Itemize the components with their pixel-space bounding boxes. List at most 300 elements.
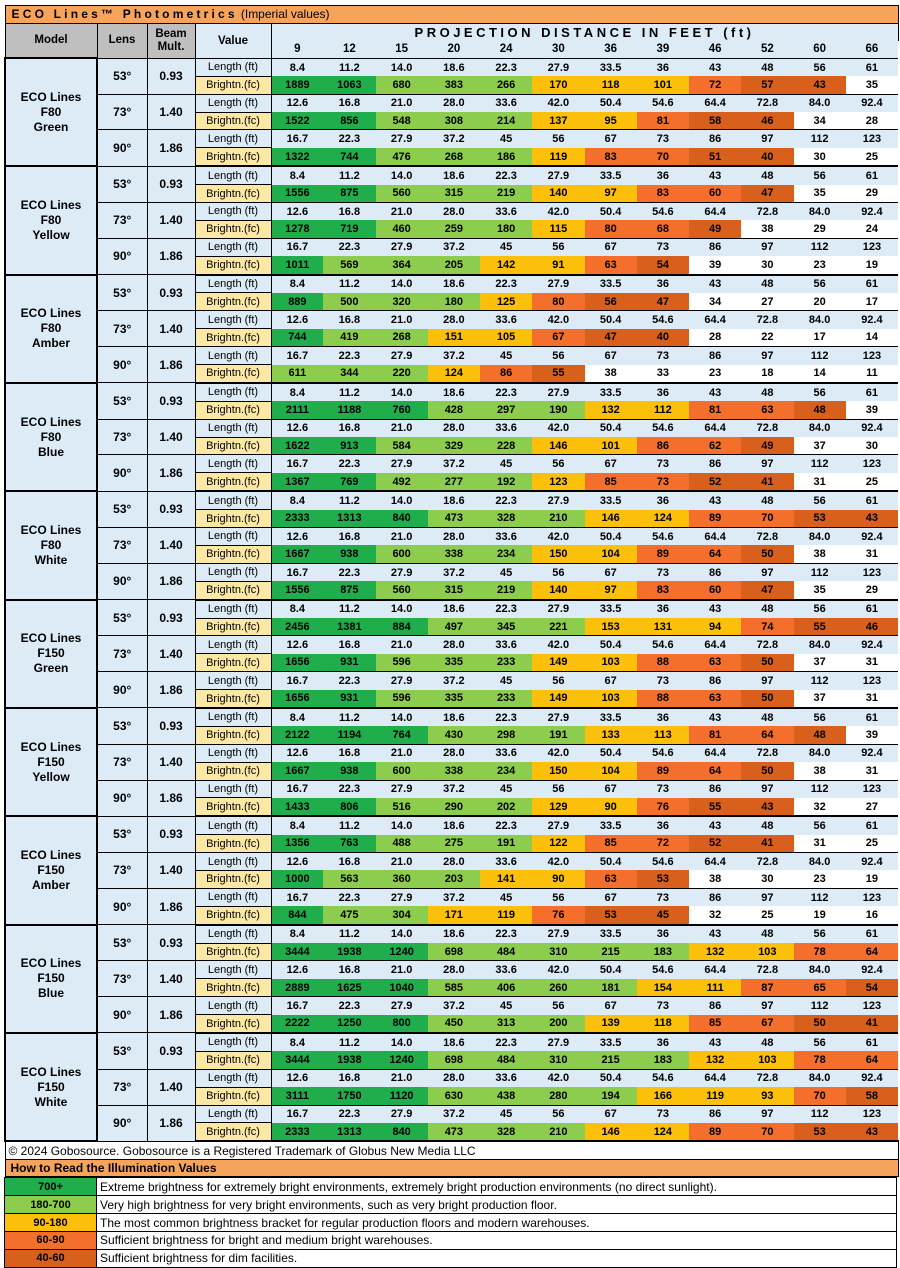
length-value-cell: 86 (689, 455, 741, 473)
length-value-cell: 27.9 (376, 672, 428, 690)
length-value-cell: 22.3 (480, 58, 532, 76)
table-row-length (5, 528, 898, 546)
brightness-value-cell: 33 (637, 365, 689, 383)
brightness-value-cell: 150 (532, 545, 584, 563)
brightness-value-cell: 68 (637, 220, 689, 238)
length-label: Length (ft) (195, 491, 271, 509)
brightness-value-cell: 1522 (271, 112, 323, 130)
brightness-value-cell: 1750 (323, 1087, 375, 1105)
brightness-value-cell: 475 (323, 906, 375, 924)
brightness-value-cell: 150 (532, 762, 584, 780)
brightness-value-cell: 1011 (271, 256, 323, 274)
length-value-cell: 48 (741, 708, 793, 726)
brightness-value-cell: 215 (585, 1051, 637, 1069)
length-value-cell: 22.3 (480, 491, 532, 509)
lens-angle-cell: 53° (97, 58, 147, 94)
length-value-cell: 33.6 (480, 1069, 532, 1087)
brightness-value-cell: 86 (480, 365, 532, 383)
length-value-cell: 50.4 (585, 419, 637, 437)
length-value-cell: 48 (741, 491, 793, 509)
brightness-value-cell: 345 (480, 618, 532, 636)
length-value-cell: 8.4 (271, 708, 323, 726)
length-value-cell: 67 (585, 238, 637, 256)
brightness-value-cell: 234 (480, 762, 532, 780)
model-name-cell (5, 925, 97, 1033)
brightness-value-cell: 27 (846, 798, 898, 816)
brightness-label: Brightn.(fc) (195, 762, 271, 780)
brightness-value-cell: 37 (794, 690, 846, 708)
brightness-label: Brightn.(fc) (195, 1051, 271, 1069)
length-value-cell: 12.6 (271, 528, 323, 546)
length-value-cell: 72.8 (741, 961, 793, 979)
brightness-value-cell: 47 (585, 329, 637, 347)
length-value-cell: 14.0 (376, 600, 428, 618)
length-value-cell: 28.0 (428, 1069, 480, 1087)
brightness-value-cell: 190 (532, 401, 584, 419)
brightness-value-cell: 85 (689, 1015, 741, 1033)
brightness-value-cell: 125 (480, 293, 532, 311)
brightness-value-cell: 180 (480, 220, 532, 238)
length-value-cell: 43 (689, 383, 741, 401)
model-name-line: ECO Lines (20, 956, 82, 971)
brightness-value-cell: 1313 (323, 1123, 375, 1141)
distance-header-cell: 15 (376, 41, 428, 58)
length-value-cell: 86 (689, 888, 741, 906)
length-value-cell: 16.8 (323, 636, 375, 654)
length-value-cell: 18.6 (428, 275, 480, 293)
brightness-value-cell: 183 (637, 1051, 689, 1069)
brightness-value-cell: 884 (376, 618, 428, 636)
brightness-value-cell: 14 (794, 365, 846, 383)
length-value-cell: 37.2 (428, 238, 480, 256)
length-value-cell: 42.0 (532, 94, 584, 112)
page-subtitle: (Imperial values) (240, 7, 330, 21)
length-value-cell: 43 (689, 708, 741, 726)
beam-multiplier-cell: 1.86 (147, 130, 195, 166)
brightness-value-cell: 310 (532, 1051, 584, 1069)
length-value-cell: 16.7 (271, 455, 323, 473)
length-value-cell: 56 (794, 708, 846, 726)
brightness-value-cell: 800 (376, 1015, 428, 1033)
length-value-cell: 84.0 (794, 1069, 846, 1087)
brightness-label: Brightn.(fc) (195, 148, 271, 166)
length-value-cell: 92.4 (846, 853, 898, 871)
brightness-value-cell: 2456 (271, 618, 323, 636)
beam-multiplier-cell: 1.86 (147, 455, 195, 491)
brightness-value-cell: 55 (689, 798, 741, 816)
table-row-length (5, 347, 898, 365)
brightness-value-cell: 275 (428, 835, 480, 853)
model-name-cell (5, 816, 97, 924)
brightness-value-cell: 497 (428, 618, 480, 636)
length-value-cell: 45 (480, 455, 532, 473)
legend-row (5, 1214, 897, 1232)
brightness-value-cell: 58 (846, 1087, 898, 1105)
length-value-cell: 84.0 (794, 853, 846, 871)
length-value-cell: 28.0 (428, 961, 480, 979)
length-value-cell: 42.0 (532, 203, 584, 221)
length-value-cell: 27.9 (532, 600, 584, 618)
length-value-cell: 16.7 (271, 1105, 323, 1123)
length-value-cell: 56 (794, 491, 846, 509)
table-row-length (5, 94, 898, 112)
brightness-value-cell: 89 (689, 510, 741, 528)
brightness-value-cell: 1938 (323, 1051, 375, 1069)
brightness-label: Brightn.(fc) (195, 256, 271, 274)
length-value-cell: 18.6 (428, 816, 480, 834)
length-value-cell: 16.7 (271, 130, 323, 148)
brightness-value-cell: 840 (376, 510, 428, 528)
brightness-value-cell: 840 (376, 1123, 428, 1141)
length-label: Length (ft) (195, 600, 271, 618)
length-value-cell: 86 (689, 1105, 741, 1123)
brightness-value-cell: 141 (480, 870, 532, 888)
length-value-cell: 14.0 (376, 708, 428, 726)
model-name-cell (5, 1033, 97, 1141)
model-name-line: ECO Lines (20, 1064, 82, 1079)
legend-row (5, 1232, 897, 1250)
length-value-cell: 97 (741, 997, 793, 1015)
model-name-line: Yellow (32, 769, 70, 784)
length-value-cell: 64.4 (689, 94, 741, 112)
legend-key: 60-90 (5, 1232, 97, 1250)
beam-multiplier-cell: 1.40 (147, 94, 195, 130)
brightness-value-cell: 52 (689, 473, 741, 491)
lens-angle-cell: 90° (97, 347, 147, 383)
length-value-cell: 73 (637, 455, 689, 473)
length-value-cell: 14.0 (376, 491, 428, 509)
length-value-cell: 33.6 (480, 853, 532, 871)
brightness-value-cell: 29 (794, 220, 846, 238)
length-label: Length (ft) (195, 888, 271, 906)
brightness-value-cell: 931 (323, 690, 375, 708)
length-value-cell: 33.6 (480, 419, 532, 437)
beam-multiplier-cell: 1.86 (147, 238, 195, 274)
length-value-cell: 27.9 (376, 238, 428, 256)
length-value-cell: 112 (794, 130, 846, 148)
beam-multiplier-cell: 1.40 (147, 311, 195, 347)
length-value-cell: 92.4 (846, 94, 898, 112)
table-row-length (5, 1033, 898, 1051)
brightness-value-cell: 55 (532, 365, 584, 383)
brightness-value-cell: 191 (532, 726, 584, 744)
model-name-cell (5, 166, 97, 274)
length-value-cell: 36 (637, 166, 689, 184)
brightness-value-cell: 428 (428, 401, 480, 419)
brightness-label: Brightn.(fc) (195, 510, 271, 528)
brightness-value-cell: 115 (532, 220, 584, 238)
brightness-value-cell: 53 (794, 1123, 846, 1141)
length-value-cell: 27.9 (376, 130, 428, 148)
beam-multiplier-cell: 1.86 (147, 672, 195, 708)
length-value-cell: 36 (637, 925, 689, 943)
brightness-value-cell: 1667 (271, 545, 323, 563)
brightness-value-cell: 103 (741, 943, 793, 961)
model-name-line: Amber (31, 877, 70, 892)
length-value-cell: 84.0 (794, 419, 846, 437)
length-value-cell: 33.5 (585, 275, 637, 293)
length-value-cell: 43 (689, 600, 741, 618)
length-value-cell: 33.5 (585, 383, 637, 401)
brightness-value-cell: 3111 (271, 1087, 323, 1105)
brightness-value-cell: 118 (637, 1015, 689, 1033)
length-value-cell: 56 (532, 238, 584, 256)
legend-key: 700+ (5, 1178, 97, 1196)
length-value-cell: 28.0 (428, 744, 480, 762)
brightness-value-cell: 64 (846, 943, 898, 961)
brightness-value-cell: 563 (323, 870, 375, 888)
length-value-cell: 112 (794, 455, 846, 473)
length-value-cell: 50.4 (585, 94, 637, 112)
brightness-value-cell: 57 (741, 76, 793, 94)
length-value-cell: 50.4 (585, 853, 637, 871)
table-row-length (5, 961, 898, 979)
length-value-cell: 16.8 (323, 744, 375, 762)
length-value-cell: 61 (846, 491, 898, 509)
legend-title: How to Read the Illumination Values (5, 1160, 898, 1177)
brightness-value-cell: 219 (480, 185, 532, 203)
length-value-cell: 61 (846, 1033, 898, 1051)
length-value-cell: 43 (689, 166, 741, 184)
brightness-value-cell: 1322 (271, 148, 323, 166)
brightness-value-cell: 25 (846, 473, 898, 491)
brightness-value-cell: 23 (794, 256, 846, 274)
brightness-value-cell: 335 (428, 690, 480, 708)
length-value-cell: 33.6 (480, 528, 532, 546)
brightness-value-cell: 328 (480, 510, 532, 528)
length-value-cell: 54.6 (637, 961, 689, 979)
length-value-cell: 42.0 (532, 853, 584, 871)
brightness-value-cell: 63 (689, 690, 741, 708)
length-value-cell: 112 (794, 997, 846, 1015)
legend-key: 40-60 (5, 1249, 97, 1267)
length-value-cell: 11.2 (323, 925, 375, 943)
brightness-value-cell: 1556 (271, 185, 323, 203)
length-value-cell: 56 (532, 563, 584, 581)
model-name-line: ECO Lines (20, 847, 82, 862)
brightness-value-cell: 111 (689, 979, 741, 997)
brightness-value-cell: 315 (428, 581, 480, 599)
brightness-value-cell: 31 (794, 473, 846, 491)
brightness-value-cell: 23 (794, 870, 846, 888)
length-value-cell: 16.7 (271, 780, 323, 798)
model-name-line: Blue (37, 444, 64, 459)
brightness-value-cell: 221 (532, 618, 584, 636)
brightness-value-cell: 290 (428, 798, 480, 816)
brightness-label: Brightn.(fc) (195, 1123, 271, 1141)
brightness-value-cell: 154 (637, 979, 689, 997)
length-value-cell: 92.4 (846, 419, 898, 437)
length-value-cell: 14.0 (376, 166, 428, 184)
length-value-cell: 18.6 (428, 925, 480, 943)
length-value-cell: 61 (846, 166, 898, 184)
brightness-value-cell: 37 (794, 654, 846, 672)
length-value-cell: 97 (741, 1105, 793, 1123)
distance-header-cell: 20 (428, 41, 480, 58)
length-value-cell: 8.4 (271, 1033, 323, 1051)
brightness-value-cell: 94 (689, 618, 741, 636)
brightness-value-cell: 54 (846, 979, 898, 997)
length-value-cell: 73 (637, 780, 689, 798)
brightness-value-cell: 16 (846, 906, 898, 924)
table-row-length (5, 672, 898, 690)
length-value-cell: 11.2 (323, 58, 375, 76)
brightness-value-cell: 304 (376, 906, 428, 924)
beam-multiplier-cell: 1.40 (147, 853, 195, 889)
brightness-value-cell: 584 (376, 437, 428, 455)
beam-multiplier-cell: 0.93 (147, 1033, 195, 1069)
brightness-value-cell: 2111 (271, 401, 323, 419)
brightness-value-cell: 191 (480, 835, 532, 853)
lens-angle-cell: 73° (97, 311, 147, 347)
brightness-value-cell: 680 (376, 76, 428, 94)
model-name-line: Blue (37, 986, 64, 1001)
brightness-value-cell: 171 (428, 906, 480, 924)
header-value: Value (195, 24, 271, 59)
brightness-value-cell: 719 (323, 220, 375, 238)
brightness-value-cell: 856 (323, 112, 375, 130)
brightness-value-cell: 297 (480, 401, 532, 419)
brightness-label: Brightn.(fc) (195, 690, 271, 708)
brightness-value-cell: 70 (741, 1123, 793, 1141)
legend-key: 180-700 (5, 1196, 97, 1214)
brightness-value-cell: 1063 (323, 76, 375, 94)
length-value-cell: 33.6 (480, 94, 532, 112)
legend-row (5, 1249, 897, 1267)
length-value-cell: 92.4 (846, 311, 898, 329)
length-value-cell: 22.3 (323, 563, 375, 581)
length-value-cell: 37.2 (428, 455, 480, 473)
length-value-cell: 73 (637, 563, 689, 581)
brightness-value-cell: 1313 (323, 510, 375, 528)
brightness-value-cell: 122 (532, 835, 584, 853)
length-value-cell: 45 (480, 563, 532, 581)
lens-angle-cell: 90° (97, 672, 147, 708)
brightness-label: Brightn.(fc) (195, 906, 271, 924)
length-value-cell: 45 (480, 780, 532, 798)
beam-multiplier-cell: 1.40 (147, 419, 195, 455)
brightness-value-cell: 1889 (271, 76, 323, 94)
length-value-cell: 73 (637, 130, 689, 148)
length-value-cell: 12.6 (271, 419, 323, 437)
length-value-cell: 54.6 (637, 94, 689, 112)
brightness-value-cell: 806 (323, 798, 375, 816)
length-value-cell: 27.9 (532, 383, 584, 401)
length-value-cell: 8.4 (271, 816, 323, 834)
brightness-value-cell: 49 (741, 437, 793, 455)
length-value-cell: 8.4 (271, 600, 323, 618)
brightness-value-cell: 194 (585, 1087, 637, 1105)
brightness-value-cell: 67 (741, 1015, 793, 1033)
length-value-cell: 67 (585, 997, 637, 1015)
brightness-value-cell: 27 (741, 293, 793, 311)
length-value-cell: 27.9 (532, 275, 584, 293)
length-value-cell: 97 (741, 888, 793, 906)
brightness-value-cell: 596 (376, 690, 428, 708)
brightness-value-cell: 74 (741, 618, 793, 636)
brightness-label: Brightn.(fc) (195, 726, 271, 744)
length-value-cell: 54.6 (637, 636, 689, 654)
brightness-value-cell: 101 (637, 76, 689, 94)
header-beam: Beam Mult. (147, 24, 195, 59)
length-value-cell: 72.8 (741, 419, 793, 437)
length-value-cell: 21.0 (376, 636, 428, 654)
brightness-value-cell: 344 (323, 365, 375, 383)
lens-angle-cell: 73° (97, 744, 147, 780)
brightness-value-cell: 931 (323, 654, 375, 672)
length-value-cell: 8.4 (271, 383, 323, 401)
length-value-cell: 11.2 (323, 383, 375, 401)
brightness-label: Brightn.(fc) (195, 654, 271, 672)
length-value-cell: 64.4 (689, 1069, 741, 1087)
brightness-value-cell: 38 (689, 870, 741, 888)
length-value-cell: 22.3 (323, 780, 375, 798)
beam-multiplier-cell: 0.93 (147, 275, 195, 311)
length-value-cell: 112 (794, 888, 846, 906)
brightness-value-cell: 46 (741, 112, 793, 130)
length-value-cell: 8.4 (271, 166, 323, 184)
beam-multiplier-cell: 1.40 (147, 636, 195, 672)
length-value-cell: 45 (480, 347, 532, 365)
length-value-cell: 48 (741, 600, 793, 618)
length-value-cell: 48 (741, 383, 793, 401)
beam-multiplier-cell: 1.86 (147, 780, 195, 816)
lens-angle-cell: 53° (97, 925, 147, 961)
length-label: Length (ft) (195, 58, 271, 76)
length-value-cell: 84.0 (794, 311, 846, 329)
brightness-value-cell: 233 (480, 654, 532, 672)
brightness-value-cell: 277 (428, 473, 480, 491)
brightness-label: Brightn.(fc) (195, 943, 271, 961)
brightness-value-cell: 266 (480, 76, 532, 94)
brightness-value-cell: 28 (846, 112, 898, 130)
brightness-value-cell: 43 (846, 1123, 898, 1141)
length-value-cell: 37.2 (428, 1105, 480, 1123)
length-value-cell: 64.4 (689, 311, 741, 329)
brightness-value-cell: 50 (741, 545, 793, 563)
brightness-value-cell: 93 (741, 1087, 793, 1105)
length-value-cell: 86 (689, 130, 741, 148)
brightness-value-cell: 65 (794, 979, 846, 997)
brightness-value-cell: 20 (794, 293, 846, 311)
brightness-value-cell: 17 (794, 329, 846, 347)
brightness-value-cell: 183 (637, 943, 689, 961)
brightness-value-cell: 124 (637, 510, 689, 528)
length-value-cell: 27.9 (376, 997, 428, 1015)
model-name-cell (5, 383, 97, 491)
length-value-cell: 84.0 (794, 94, 846, 112)
brightness-value-cell: 596 (376, 654, 428, 672)
length-value-cell: 56 (794, 816, 846, 834)
length-value-cell: 16.7 (271, 563, 323, 581)
length-value-cell: 22.3 (480, 383, 532, 401)
length-value-cell: 48 (741, 816, 793, 834)
brightness-value-cell: 50 (741, 654, 793, 672)
brightness-value-cell: 35 (794, 185, 846, 203)
length-value-cell: 36 (637, 816, 689, 834)
length-value-cell: 50.4 (585, 1069, 637, 1087)
length-value-cell: 54.6 (637, 528, 689, 546)
model-name-line: F80 (40, 429, 62, 444)
model-name-line: White (34, 1094, 68, 1109)
legend-description: Extreme brightness for extremely bright environments, extremely bright production environments (no direct sunlight). (97, 1178, 897, 1196)
brightness-value-cell: 473 (428, 1123, 480, 1141)
length-value-cell: 50.4 (585, 203, 637, 221)
brightness-value-cell: 78 (794, 1051, 846, 1069)
length-value-cell: 21.0 (376, 94, 428, 112)
brightness-value-cell: 560 (376, 185, 428, 203)
brightness-value-cell: 488 (376, 835, 428, 853)
